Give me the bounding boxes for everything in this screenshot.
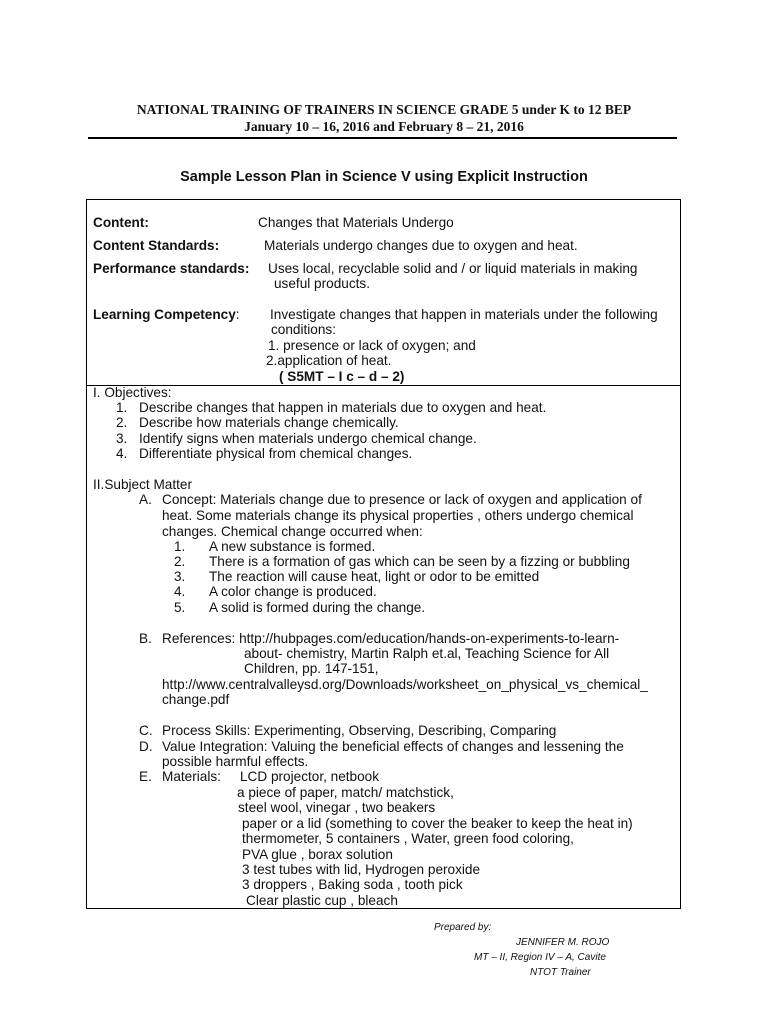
objective-num: 2. <box>116 415 128 430</box>
preparer-role: NTOT Trainer <box>530 967 591 978</box>
references-letter: B. <box>139 631 152 646</box>
sign-num: 4. <box>174 584 186 599</box>
sign-item: A color change is produced. <box>209 584 377 599</box>
preparer-position: MT – II, Region IV – A, Cavite <box>474 952 606 963</box>
subject-matter-heading: II.Subject Matter <box>93 477 192 492</box>
competency-condition-1: 1. presence or lack of oxygen; and <box>268 338 476 353</box>
references-line-3: Children, pp. 147-151, <box>244 661 379 676</box>
material-item: Clear plastic cup , bleach <box>246 893 398 908</box>
references-line-2: about- chemistry, Martin Ralph et.al, Teaching Science for All <box>244 646 610 661</box>
content-value: Changes that Materials Undergo <box>258 215 454 230</box>
learning-competency-value-2: conditions: <box>271 322 336 337</box>
learning-competency-colon: : <box>235 307 240 322</box>
objective-item: Describe changes that happen in materials due to oxygen and heat. <box>139 400 547 415</box>
objective-item: Describe how materials change chemically. <box>139 415 399 430</box>
objective-num: 3. <box>116 431 128 446</box>
competency-condition-2: 2.application of heat. <box>266 353 392 368</box>
performance-standards-value-cont: useful products. <box>274 276 370 291</box>
sign-item: A solid is formed during the change. <box>209 600 426 615</box>
value-integration-line-2: possible harmful effects. <box>162 754 309 769</box>
learning-competency-value: Investigate changes that happen in materials under the following <box>270 307 658 322</box>
sign-num: 5. <box>174 600 186 615</box>
concept-line-3: changes. Chemical change occurred when: <box>162 524 423 539</box>
material-item: a piece of paper, match/ matchstick, <box>237 785 454 800</box>
sign-item: A new substance is formed. <box>209 539 376 554</box>
material-item: LCD projector, netbook <box>240 769 380 784</box>
references-line-4: http://www.centralvalleysd.org/Downloads/worksheet_on_physical_vs_chemical_ <box>162 677 648 692</box>
sign-item: The reaction will cause heat, light or odor to be emitted <box>209 569 540 584</box>
objective-num: 1. <box>116 400 128 415</box>
objectives-heading: I. Objectives: <box>93 385 172 400</box>
concept-line-2: heat. Some materials change its physical properties , others undergo chemical <box>162 508 634 523</box>
material-item: 3 droppers , Baking soda , tooth pick <box>242 877 463 892</box>
competency-code: ( S5MT – I c – d – 2) <box>279 369 405 384</box>
value-integration-letter: D. <box>139 739 153 754</box>
objective-item: Identify signs when materials undergo chemical change. <box>139 431 477 446</box>
header-line-2: January 10 – 16, 2016 and February 8 – 21, 2016 <box>244 119 524 134</box>
preparer-name: JENNIFER M. ROJO <box>516 937 610 948</box>
content-standards-value: Materials undergo changes due to oxygen and heat. <box>264 238 578 253</box>
sign-num: 3. <box>174 569 186 584</box>
concept-line-1: Concept: Materials change due to presence or lack of oxygen and application of <box>162 492 642 507</box>
prepared-by-label: Prepared by: <box>434 922 492 933</box>
value-integration-line-1: Value Integration: Valuing the beneficial effects of changes and lessening the <box>162 739 624 754</box>
performance-standards-label: Performance standards: <box>93 261 250 276</box>
materials-label: Materials: <box>162 769 221 784</box>
header-line-1: NATIONAL TRAINING OF TRAINERS IN SCIENCE GRADE 5 under K to 12 BEP <box>136 102 632 117</box>
material-item: thermometer, 5 containers , Water, green food coloring, <box>242 831 574 846</box>
sign-num: 2. <box>174 554 186 569</box>
learning-competency-label-text: Learning Competency <box>93 307 236 322</box>
references-line-1: References: http://hubpages.com/education/hands-on-experiments-to-learn- <box>162 631 620 646</box>
sign-item: There is a formation of gas which can be seen by a fizzing or bubbling <box>209 554 630 569</box>
objective-item: Differentiate physical from chemical changes. <box>139 446 413 461</box>
performance-standards-value: Uses local, recyclable solid and / or liquid materials in making <box>268 261 638 276</box>
materials-letter: E. <box>139 769 152 784</box>
process-skills: Process Skills: Experimenting, Observing, Describing, Comparing <box>162 723 557 738</box>
material-item: steel wool, vinegar , two beakers <box>238 800 436 815</box>
process-skills-letter: C. <box>139 723 153 738</box>
sign-num: 1. <box>174 539 186 554</box>
references-line-5: change.pdf <box>162 692 230 707</box>
learning-competency-label <box>93 307 240 323</box>
content-standards-label: Content Standards: <box>93 238 220 253</box>
material-item: PVA glue , borax solution <box>242 847 393 862</box>
page-title: Sample Lesson Plan in Science V using Explicit Instruction <box>180 169 588 185</box>
material-item: 3 test tubes with lid, Hydrogen peroxide <box>242 862 481 877</box>
objective-num: 4. <box>116 446 128 461</box>
material-item: paper or a lid (something to cover the beaker to keep the heat in) <box>242 816 633 831</box>
concept-letter: A. <box>139 492 152 507</box>
content-label: Content: <box>93 215 149 230</box>
header-rule <box>88 137 677 139</box>
